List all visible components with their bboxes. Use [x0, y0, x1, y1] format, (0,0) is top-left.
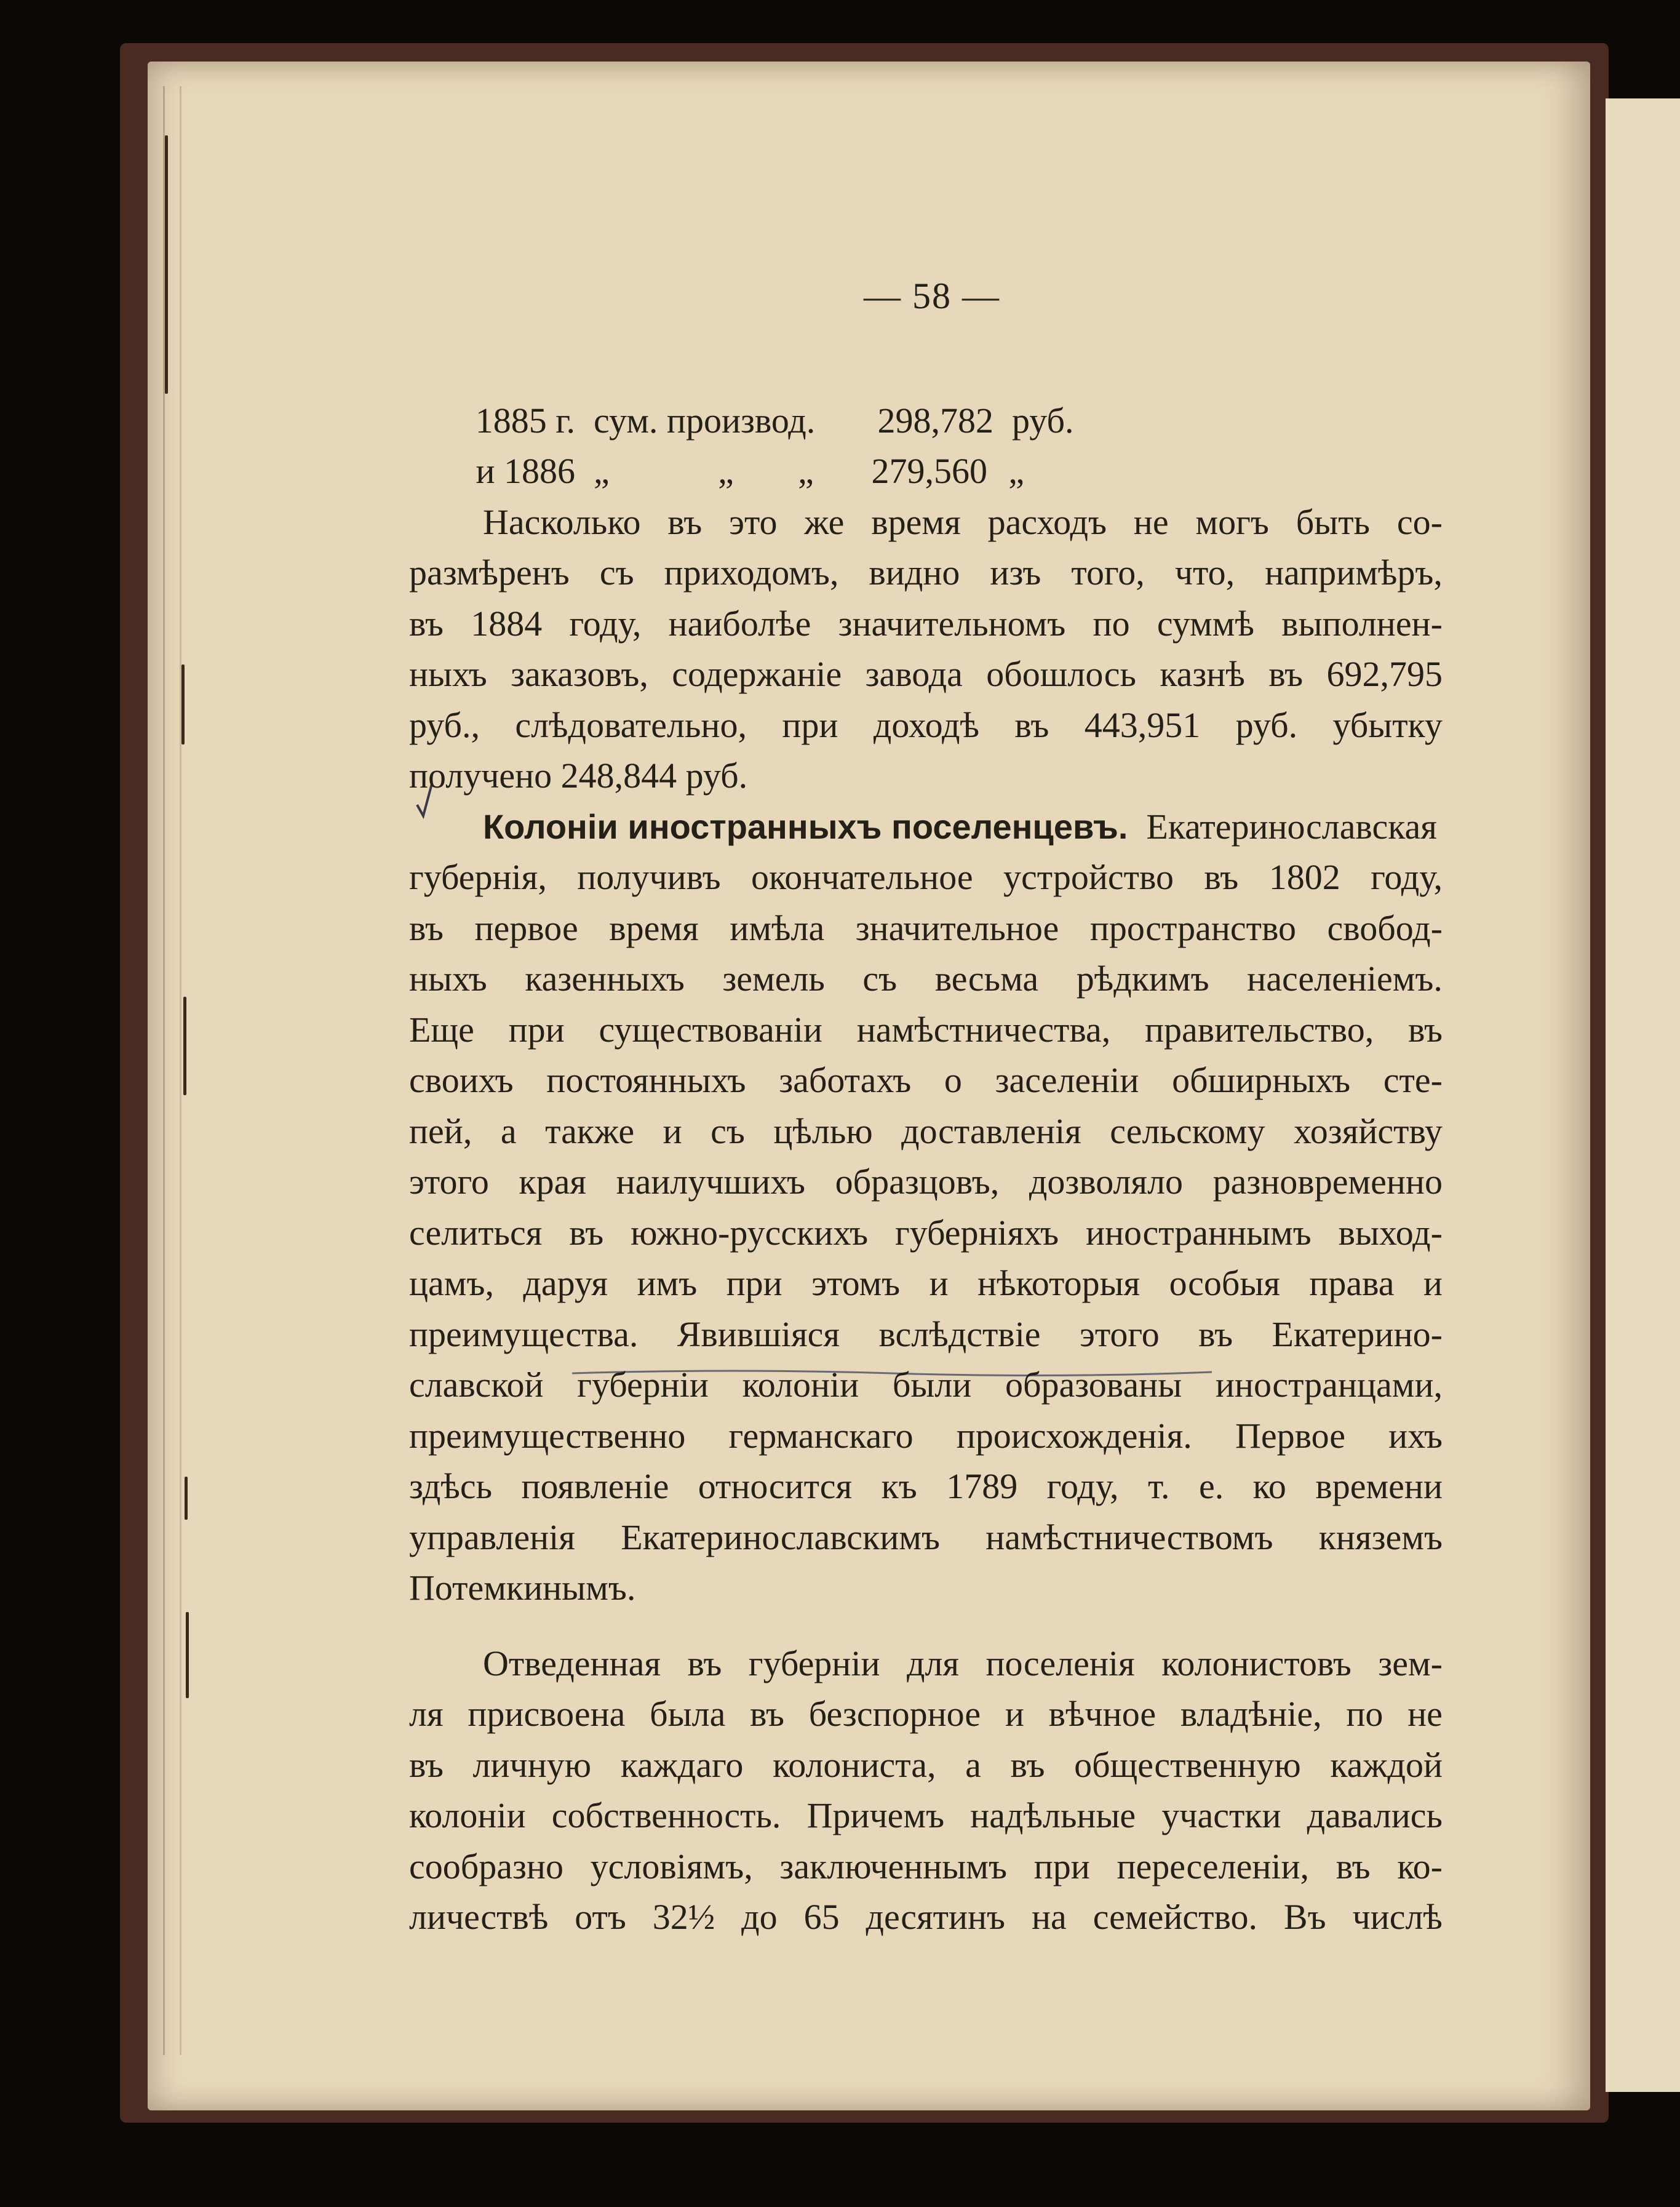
stats-value: 279,560 — [871, 451, 987, 491]
text-line: ля присвоена была въ безспорное и вѣчное владѣніе, по не — [409, 1694, 1443, 1734]
margin-line-mark — [183, 997, 186, 1095]
text-line: ныхъ казенныхъ земель съ весьма рѣдкимъ населеніемъ. — [409, 959, 1443, 999]
paragraph — [409, 1638, 1443, 1943]
stats-ditto: „ — [798, 451, 814, 491]
stats-row — [409, 396, 1443, 447]
margin-line-mark — [181, 664, 185, 744]
text-line: губернія, получивъ окончательное устройство въ 1802 году, — [409, 857, 1443, 897]
text-line: селиться въ южно-русскихъ губерніяхъ иностраннымъ выход- — [409, 1212, 1443, 1253]
text-line: Екатеринославская — [1146, 806, 1437, 847]
text-line: Насколько въ это же время расходъ не могъ быть со- — [483, 501, 1443, 542]
text-line: пей, а также и съ цѣлью доставленія сельскому хозяйству — [409, 1111, 1443, 1151]
text-line: въ первое время имѣла значительное пространство свобод- — [409, 908, 1443, 948]
paragraph — [409, 497, 1443, 802]
heading-line — [409, 802, 1443, 853]
stats-ditto: „ — [718, 451, 734, 491]
text-line: сообразно условіямъ, заключеннымъ при переселеніи, въ ко- — [409, 1846, 1443, 1886]
text-line: славской губерніи колоніи были образованы иностранцами, — [409, 1365, 1443, 1405]
text-line: управленія Екатеринославскимъ намѣстничествомъ княземъ — [409, 1517, 1443, 1557]
stats-ditto: „ — [1008, 451, 1024, 491]
text-line: Еще при существованіи намѣстничества, правительство, въ — [409, 1009, 1443, 1050]
text-line: въ 1884 году, наиболѣе значительномъ по суммѣ выполнен- — [409, 603, 1443, 644]
text-line: здѣсь появленіе относится къ 1789 году, т. е. ко времени — [409, 1466, 1443, 1506]
text-line: ныхъ заказовъ, содержаніе завода обошлось казнѣ въ 692,795 — [409, 654, 1443, 694]
stats-label: сум. производ. — [594, 400, 816, 441]
text-line: своихъ постоянныхъ заботахъ о заселеніи обширныхъ сте- — [409, 1060, 1443, 1100]
text-line: Потемкинымъ. — [409, 1568, 636, 1608]
stats-unit: руб. — [1012, 400, 1074, 441]
text-line: Отведенная въ губерніи для поселенія колонистовъ зем- — [483, 1643, 1443, 1683]
text-line: размѣренъ съ приходомъ, видно изъ того, что, напримѣръ, — [409, 553, 1443, 593]
paragraph — [409, 802, 1443, 1614]
stats-row — [409, 446, 1443, 497]
text-line: преимущества. Явившіяся вслѣдствіе этого въ Екатерино- — [409, 1314, 1443, 1354]
stats-year: 1885 г. — [475, 400, 575, 441]
margin-line-mark — [165, 135, 168, 394]
stats-value: 298,782 — [877, 400, 993, 441]
facing-page-edge — [1606, 98, 1680, 2092]
text-line: получено 248,844 руб. — [409, 756, 748, 796]
text-line: руб., слѣдовательно, при доходѣ въ 443,951 руб. убытку — [409, 704, 1443, 745]
stats-ditto: „ — [594, 451, 610, 491]
stats-year: и 1886 — [476, 451, 575, 491]
page-number: — 58 — — [864, 276, 1000, 316]
text-line: колоніи собственность. Причемъ надѣльные участки давались — [409, 1795, 1443, 1835]
text-line: въ личную каждаго колониста, а въ общественную каждой — [409, 1744, 1443, 1785]
section-heading: Колоніи иностранныхъ поселенцевъ. — [483, 807, 1128, 846]
page-text — [409, 271, 1443, 1943]
margin-line-mark — [186, 1612, 189, 1698]
text-line: цамъ, даруя имъ при этомъ и нѣкоторыя особыя права и — [409, 1263, 1443, 1303]
text-line: этого края наилучшихъ образцовъ, дозволяло разновременно — [409, 1162, 1443, 1202]
text-line: личествѣ отъ 32½ до 65 десятинъ на семейство. Въ числѣ — [409, 1897, 1443, 1937]
text-line: преимущественно германскаго происхожденія. Первое ихъ — [409, 1415, 1443, 1456]
margin-line-mark — [185, 1477, 188, 1520]
paragraph-gap — [409, 1614, 1443, 1638]
